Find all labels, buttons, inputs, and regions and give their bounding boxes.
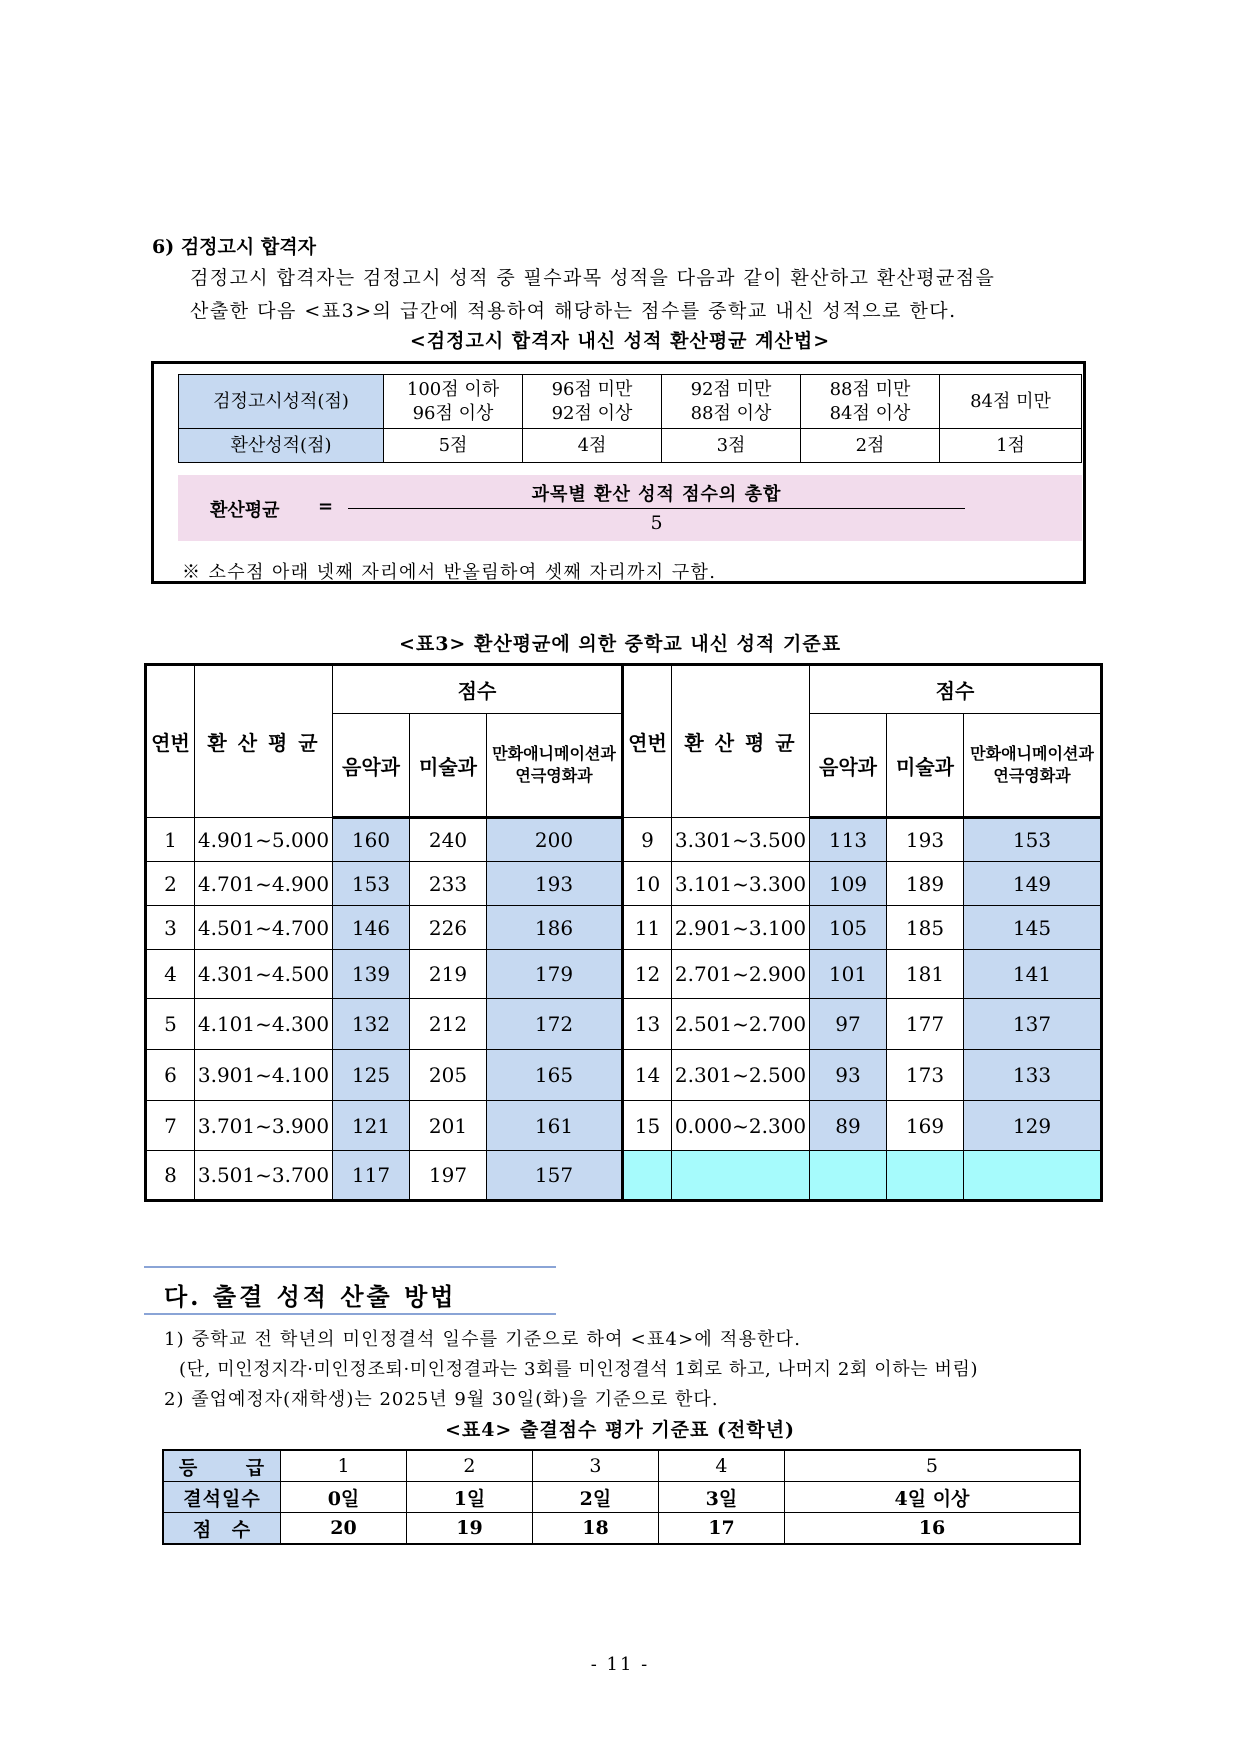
- cell-art: 189: [887, 862, 964, 906]
- table-row: [146, 818, 1102, 862]
- absence-cell: 4일 이상: [784, 1482, 1080, 1513]
- col-header-animation: 만화애니메이션과 연극영화과: [964, 714, 1102, 818]
- cell-art: 233: [410, 862, 487, 906]
- cell-art: 193: [887, 818, 964, 862]
- score-cell: 18: [532, 1513, 658, 1545]
- cell-avg: 2.901~3.100: [672, 906, 810, 950]
- cell-no: 14: [623, 1050, 672, 1101]
- score-cell: 19: [406, 1513, 532, 1545]
- equals-sign: =: [318, 496, 334, 517]
- cell-music: 109: [810, 862, 887, 906]
- cell-avg: 0.000~2.300: [672, 1101, 810, 1151]
- cell-no: 11: [623, 906, 672, 950]
- cell-animation: 193: [487, 862, 623, 906]
- converted-cell: 4점: [523, 429, 662, 463]
- cell-music: 160: [333, 818, 410, 862]
- conversion-table: [178, 374, 1082, 463]
- cell-no: 13: [623, 999, 672, 1050]
- table-4: [162, 1449, 1081, 1545]
- cell-animation: 179: [487, 950, 623, 999]
- col-header-no: 연번: [623, 665, 672, 818]
- range-cell: 96점 미만 92점 이상: [523, 375, 662, 429]
- fraction-bar: [348, 508, 965, 509]
- grade-row: [163, 1450, 1080, 1482]
- cell-avg: 3.501~3.700: [195, 1151, 333, 1201]
- average-formula: [178, 475, 1082, 541]
- col-header-score: 점수: [333, 665, 623, 714]
- cell-avg: 2.501~2.700: [672, 999, 810, 1050]
- col-header-avg: 환 산 평 균: [195, 665, 333, 818]
- range-cell: 100점 이하 96점 이상: [384, 375, 523, 429]
- cell-art: 240: [410, 818, 487, 862]
- grade-cell: 2: [406, 1450, 532, 1482]
- cell-animation: 141: [964, 950, 1102, 999]
- col-header-music: 음악과: [810, 714, 887, 818]
- cell-no: 12: [623, 950, 672, 999]
- cell-animation: 186: [487, 906, 623, 950]
- absence-label: 결석일수: [163, 1482, 281, 1513]
- cell-music: 113: [810, 818, 887, 862]
- section-6-paragraph-line-1: 검정고시 합격자는 검정고시 성적 중 필수과목 성적을 다음과 같이 환산하고 환산평균점을: [190, 267, 996, 289]
- cell-art: [887, 1151, 964, 1201]
- cell-art: 173: [887, 1050, 964, 1101]
- converted-label-cell: 환산성적(점): [179, 429, 384, 463]
- cell-art: 197: [410, 1151, 487, 1201]
- grade-cell: 1: [281, 1450, 407, 1482]
- table-row: [146, 862, 1102, 906]
- cell-animation: 157: [487, 1151, 623, 1201]
- cell-no: 9: [623, 818, 672, 862]
- table-row: [146, 1050, 1102, 1101]
- cell-avg: 3.101~3.300: [672, 862, 810, 906]
- rounding-note: ※ 소수점 아래 넷째 자리에서 반올림하여 셋째 자리까지 구함.: [182, 562, 717, 583]
- cell-art: 219: [410, 950, 487, 999]
- cell-avg: 4.101~4.300: [195, 999, 333, 1050]
- cell-no: 5: [146, 999, 195, 1050]
- cell-no: 15: [623, 1101, 672, 1151]
- cell-no: 6: [146, 1050, 195, 1101]
- calculation-box: [151, 361, 1086, 584]
- cell-music: 105: [810, 906, 887, 950]
- cell-no: 2: [146, 862, 195, 906]
- table-row: [146, 1151, 1102, 1201]
- absence-cell: 0일: [281, 1482, 407, 1513]
- cell-music: 121: [333, 1101, 410, 1151]
- cell-animation: 137: [964, 999, 1102, 1050]
- table-3-title: <표3> 환산평균에 의한 중학교 내신 성적 기준표: [398, 633, 842, 655]
- cell-music: 93: [810, 1050, 887, 1101]
- cell-avg: 2.301~2.500: [672, 1050, 810, 1101]
- col-header-no: 연번: [146, 665, 195, 818]
- cell-avg: [672, 1151, 810, 1201]
- cell-music: 97: [810, 999, 887, 1050]
- cell-avg: 3.301~3.500: [672, 818, 810, 862]
- cell-art: 201: [410, 1101, 487, 1151]
- converted-cell: 2점: [801, 429, 940, 463]
- cell-avg: 4.701~4.900: [195, 862, 333, 906]
- cell-avg: 4.301~4.500: [195, 950, 333, 999]
- score-cell: 16: [784, 1513, 1080, 1545]
- range-cell: 88점 미만 84점 이상: [801, 375, 940, 429]
- cell-music: 153: [333, 862, 410, 906]
- grade-cell: 3: [532, 1450, 658, 1482]
- formula-numerator: 과목별 환산 성적 점수의 총합: [531, 484, 782, 505]
- table-row: [146, 950, 1102, 999]
- table-row: [146, 906, 1102, 950]
- col-header-music: 음악과: [333, 714, 410, 818]
- grade-cell: 4: [658, 1450, 784, 1482]
- cell-animation: 129: [964, 1101, 1102, 1151]
- grade-cell: 5: [784, 1450, 1080, 1482]
- score-label-cell: 검정고시성적(점): [179, 375, 384, 429]
- section-6-paragraph-line-2: 산출한 다음 <표3>의 급간에 적용하여 해당하는 점수를 중학교 내신 성적으로 한다.: [190, 300, 957, 322]
- formula-denominator: 5: [650, 512, 663, 534]
- table-row: [146, 999, 1102, 1050]
- cell-no: 1: [146, 818, 195, 862]
- cell-animation: 145: [964, 906, 1102, 950]
- cell-no: 7: [146, 1101, 195, 1151]
- range-cell: 84점 미만: [940, 375, 1082, 429]
- cell-animation: 200: [487, 818, 623, 862]
- section-d-item-1-note: (단, 미인정지각·미인정조퇴·미인정결과는 3회를 미인정결석 1회로 하고, 나머지 2회 이하는 버림): [179, 1359, 979, 1380]
- section-d-heading-frame: [144, 1266, 556, 1315]
- col-header-avg: 환 산 평 균: [672, 665, 810, 818]
- cell-no: 3: [146, 906, 195, 950]
- converted-cell: 1점: [940, 429, 1082, 463]
- score-cell: 17: [658, 1513, 784, 1545]
- cell-animation: [964, 1151, 1102, 1201]
- score-row: [163, 1513, 1080, 1545]
- section-d-heading: 다. 출결 성적 산출 방법: [164, 1282, 457, 1311]
- cell-music: 125: [333, 1050, 410, 1101]
- cell-avg: 4.501~4.700: [195, 906, 333, 950]
- absence-cell: 2일: [532, 1482, 658, 1513]
- cell-animation: 133: [964, 1050, 1102, 1101]
- cell-art: 181: [887, 950, 964, 999]
- col-header-art: 미술과: [410, 714, 487, 818]
- cell-avg: 3.901~4.100: [195, 1050, 333, 1101]
- table-row: [146, 1101, 1102, 1151]
- cell-music: 132: [333, 999, 410, 1050]
- page-number: - 11 -: [590, 1654, 650, 1675]
- range-cell: 92점 미만 88점 이상: [662, 375, 801, 429]
- cell-music: 101: [810, 950, 887, 999]
- cell-no: [623, 1151, 672, 1201]
- cell-art: 226: [410, 906, 487, 950]
- score-cell: 20: [281, 1513, 407, 1545]
- col-header-art: 미술과: [887, 714, 964, 818]
- cell-animation: 165: [487, 1050, 623, 1101]
- cell-avg: 2.701~2.900: [672, 950, 810, 999]
- cell-art: 205: [410, 1050, 487, 1101]
- grade-label: 등 급: [163, 1450, 281, 1482]
- cell-art: 177: [887, 999, 964, 1050]
- table-3: [144, 663, 1103, 1202]
- cell-music: [810, 1151, 887, 1201]
- converted-cell: 5점: [384, 429, 523, 463]
- cell-animation: 161: [487, 1101, 623, 1151]
- cell-art: 185: [887, 906, 964, 950]
- section-d-item-2: 2) 졸업예정자(재학생)는 2025년 9월 30일(화)을 기준으로 한다.: [164, 1389, 719, 1410]
- section-6-heading: 6) 검정고시 합격자: [152, 236, 316, 258]
- absence-cell: 1일: [406, 1482, 532, 1513]
- cell-music: 117: [333, 1151, 410, 1201]
- cell-no: 4: [146, 950, 195, 999]
- col-header-animation: 만화애니메이션과 연극영화과: [487, 714, 623, 818]
- cell-music: 146: [333, 906, 410, 950]
- cell-animation: 149: [964, 862, 1102, 906]
- cell-no: 10: [623, 862, 672, 906]
- cell-music: 139: [333, 950, 410, 999]
- absence-row: [163, 1482, 1080, 1513]
- col-header-score: 점수: [810, 665, 1102, 714]
- cell-avg: 3.701~3.900: [195, 1101, 333, 1151]
- score-label: 점 수: [163, 1513, 281, 1545]
- calculation-method-title: <검정고시 합격자 내신 성적 환산평균 계산법>: [409, 330, 831, 352]
- cell-animation: 172: [487, 999, 623, 1050]
- cell-animation: 153: [964, 818, 1102, 862]
- converted-cell: 3점: [662, 429, 801, 463]
- table-4-title: <표4> 출결점수 평가 기준표 (전학년): [444, 1419, 796, 1441]
- cell-avg: 4.901~5.000: [195, 818, 333, 862]
- cell-music: 89: [810, 1101, 887, 1151]
- average-label: 환산평균: [210, 500, 280, 521]
- cell-art: 212: [410, 999, 487, 1050]
- absence-cell: 3일: [658, 1482, 784, 1513]
- cell-no: 8: [146, 1151, 195, 1201]
- cell-art: 169: [887, 1101, 964, 1151]
- section-d-item-1: 1) 중학교 전 학년의 미인정결석 일수를 기준으로 하여 <표4>에 적용한다.: [164, 1329, 802, 1350]
